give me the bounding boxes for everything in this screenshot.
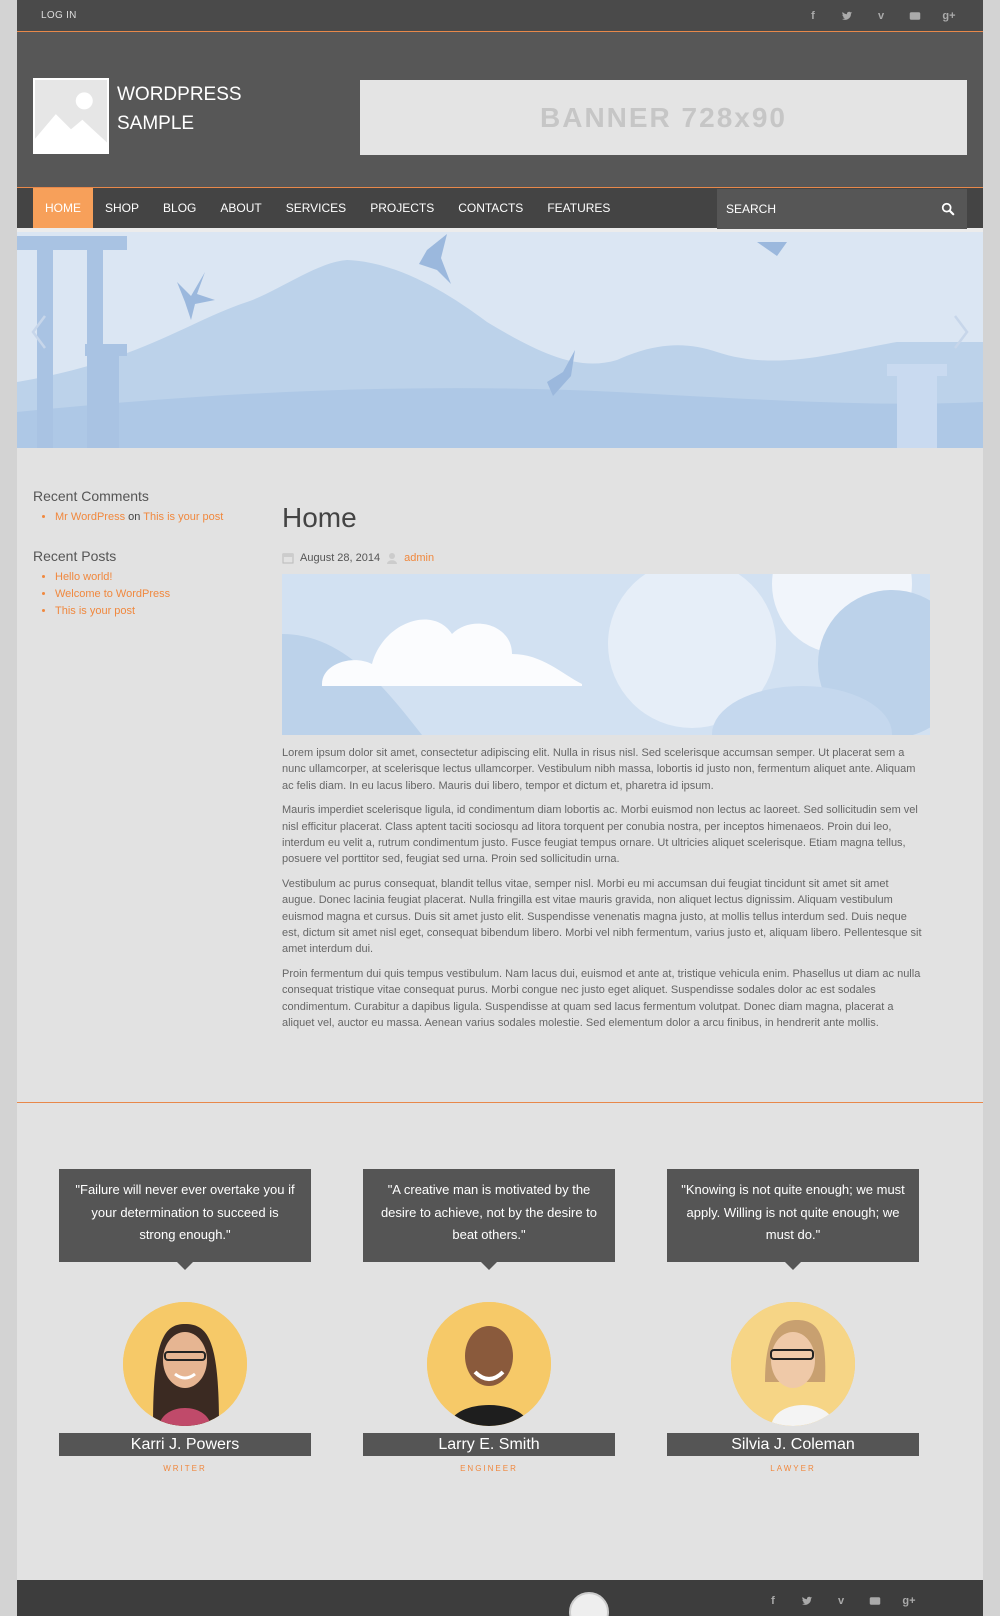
- nav-item-contacts[interactable]: CONTACTS: [458, 201, 524, 215]
- social-links: [803, 8, 959, 24]
- facebook-icon[interactable]: f: [811, 9, 815, 22]
- testimonial-name: Karri J. Powers: [59, 1433, 311, 1456]
- nav-item-features[interactable]: FEATURES: [547, 201, 611, 215]
- avatar: [731, 1302, 855, 1426]
- footer-logo[interactable]: [569, 1592, 609, 1616]
- image-placeholder-icon: [35, 80, 107, 152]
- site-header: [17, 32, 983, 188]
- comment-on-text: on: [128, 511, 141, 523]
- nav-item-home[interactable]: HOME: [33, 188, 93, 228]
- recent-post-link[interactable]: • Hello world!: [55, 569, 263, 586]
- recent-comments-title: Recent Comments: [33, 488, 149, 504]
- site-title-line2: SAMPLE: [117, 113, 195, 134]
- calendar-icon: [282, 552, 294, 564]
- search-input[interactable]: [726, 202, 906, 216]
- post-title: Home: [282, 502, 357, 533]
- post-paragraph: Vestibulum ac purus consequat, blandit tellus vitae, semper nisl. Morbi eu mi accumsan dui feugiat tincidunt sit amet sit amet augue. Donec lacinia feugiat placerat. Nulla fringilla est vitae mauris gravida, non aliquet lectus dignissim. Aliquam vestibulum euismod magna et cursus. Duis sit amet justo elit. Suspendisse venenatis magna justo, at mollis tellus interdum sed. Duis neque est, dictum sit amet nisl eget, consequat bibendum libero. Morbi vel nibh fermentum, varius justo et, aliquam libero. Pellentesque sit amet interdum dui.: [282, 877, 922, 956]
- testimonial-quote: "A creative man is motivated by the desire to achieve, not by the desire to beat others.": [363, 1169, 615, 1262]
- twitter-icon[interactable]: [837, 8, 857, 24]
- vimeo-icon[interactable]: v: [877, 9, 885, 22]
- search-icon[interactable]: [941, 202, 955, 216]
- twitter-icon[interactable]: [797, 1593, 817, 1609]
- testimonials-section: [17, 1103, 983, 1557]
- hero-slide-image: [17, 232, 983, 448]
- content-area: [17, 448, 983, 1102]
- main-nav: [17, 188, 983, 232]
- site-footer: [17, 1580, 983, 1616]
- recent-posts-title: Recent Posts: [33, 548, 117, 564]
- recent-comment-item: [55, 509, 263, 526]
- post-author-link[interactable]: admin: [404, 552, 435, 564]
- login-link[interactable]: LOG IN: [41, 10, 77, 21]
- slider-prev-arrow[interactable]: [27, 312, 51, 352]
- chevron-left-icon: [30, 314, 48, 350]
- post-featured-image: [282, 574, 930, 735]
- nav-item-about[interactable]: ABOUT: [220, 201, 262, 215]
- testimonial-name: Silvia J. Coleman: [667, 1433, 919, 1456]
- testimonial-name: Larry E. Smith: [363, 1433, 615, 1456]
- sidebar: [33, 488, 263, 642]
- post-paragraph: Proin fermentum dui quis tempus vestibulum. Nam lacus dui, euismod et ante at, tristique vehicula enim. Phasellus ut diam ac nulla consequat tristique vitae consequat purus. Morbi congue nec justo eget aliquet. Suspendisse sodales dolor ac est sodales condimentum. Curabitur a dapibus ligula. Suspendisse at quam sed lacus fermentum volutpat. Donec diam magna, placerat a aliquet vel, auctor eu massa. Aenean varius sodales molestie. Sed elementum dolor a arcu finibus, in hendrerit ante mollis.: [282, 967, 921, 1030]
- main-content: [282, 502, 922, 1032]
- recent-posts-widget: [33, 548, 263, 620]
- recent-post-link[interactable]: • This is your post: [55, 603, 263, 620]
- footer-social-links: [763, 1593, 919, 1609]
- post-paragraph: Lorem ipsum dolor sit amet, consectetur adipiscing elit. Nulla in risus nisl. Sed scelerisque accumsan semper. Ut placerat sem a nunc ullamcorper, at scelerisque lectus ullamcorper. Vestibulum nibh massa, lobortis id justo non, fermentum aliquet ante. Aliquam ac felis diam. In eu lacus libero. Mauris dui libero, tempor et dictum et, pharetra id ipsum.: [282, 747, 916, 792]
- chevron-right-icon: [952, 314, 970, 350]
- vimeo-icon[interactable]: v: [837, 1595, 845, 1607]
- post-meta: [282, 552, 922, 564]
- post-date: August 28, 2014: [300, 552, 381, 564]
- slider-next-arrow[interactable]: [949, 312, 973, 352]
- google-plus-icon[interactable]: g+: [942, 9, 956, 22]
- nav-item-shop[interactable]: SHOP: [105, 201, 140, 215]
- site-title-line1: WORDPRESS: [117, 84, 242, 105]
- testimonial-role: ENGINEER: [460, 1464, 518, 1473]
- recent-comments-widget: [33, 488, 263, 526]
- testimonial-role: LAWYER: [770, 1464, 816, 1473]
- site-logo[interactable]: [33, 78, 109, 154]
- testimonial-card: [59, 1169, 311, 1473]
- youtube-icon[interactable]: [865, 1593, 885, 1609]
- search-box: [717, 189, 967, 229]
- testimonial-quote: "Knowing is not quite enough; we must apply. Willing is not quite enough; we must do.": [667, 1169, 919, 1262]
- recent-post-link[interactable]: • Welcome to WordPress: [55, 586, 263, 603]
- testimonial-role: WRITER: [163, 1464, 207, 1473]
- comment-author-link[interactable]: Mr WordPress: [55, 511, 126, 523]
- ad-banner[interactable]: [360, 80, 967, 155]
- user-icon: [386, 552, 398, 564]
- youtube-icon[interactable]: [905, 8, 925, 24]
- post-paragraph: Mauris imperdiet scelerisque ligula, id condimentum diam lobortis ac. Morbi euismod non lectus ac laoreet. Sed sollicitudin sem vel nisl efficitur placerat. Class aptent taciti sociosqu ad litora torquent per conubia nostra, per inceptos himenaeos. Proin dui leo, interdum eu velit a, rutrum condimentum justo. Fusce feugiat tempus ornare. Ut ultricies aliquet scelerisque. Etiam magna tellus, posuere vel porttitor sed, feugiat sed urna. Proin sed sollicitudin urna.: [282, 804, 918, 866]
- testimonial-card: [363, 1169, 615, 1473]
- testimonial-card: [667, 1169, 919, 1473]
- post-body: [282, 745, 922, 1032]
- comment-post-link[interactable]: This is your post: [143, 511, 224, 523]
- google-plus-icon[interactable]: g+: [902, 1595, 916, 1607]
- top-bar: [17, 0, 983, 32]
- page: [17, 0, 983, 1616]
- site-title[interactable]: [117, 80, 242, 138]
- avatar: [123, 1302, 247, 1426]
- testimonial-quote: "Failure will never ever overtake you if your determination to succeed is strong enough.": [59, 1169, 311, 1262]
- nav-item-services[interactable]: SERVICES: [285, 201, 347, 215]
- nav-item-projects[interactable]: PROJECTS: [370, 201, 435, 215]
- facebook-icon[interactable]: f: [771, 1595, 775, 1607]
- hero-slider: [17, 232, 983, 448]
- nav-item-blog[interactable]: BLOG: [163, 201, 197, 215]
- avatar: [427, 1302, 551, 1426]
- banner-text: BANNER 728x90: [540, 101, 787, 133]
